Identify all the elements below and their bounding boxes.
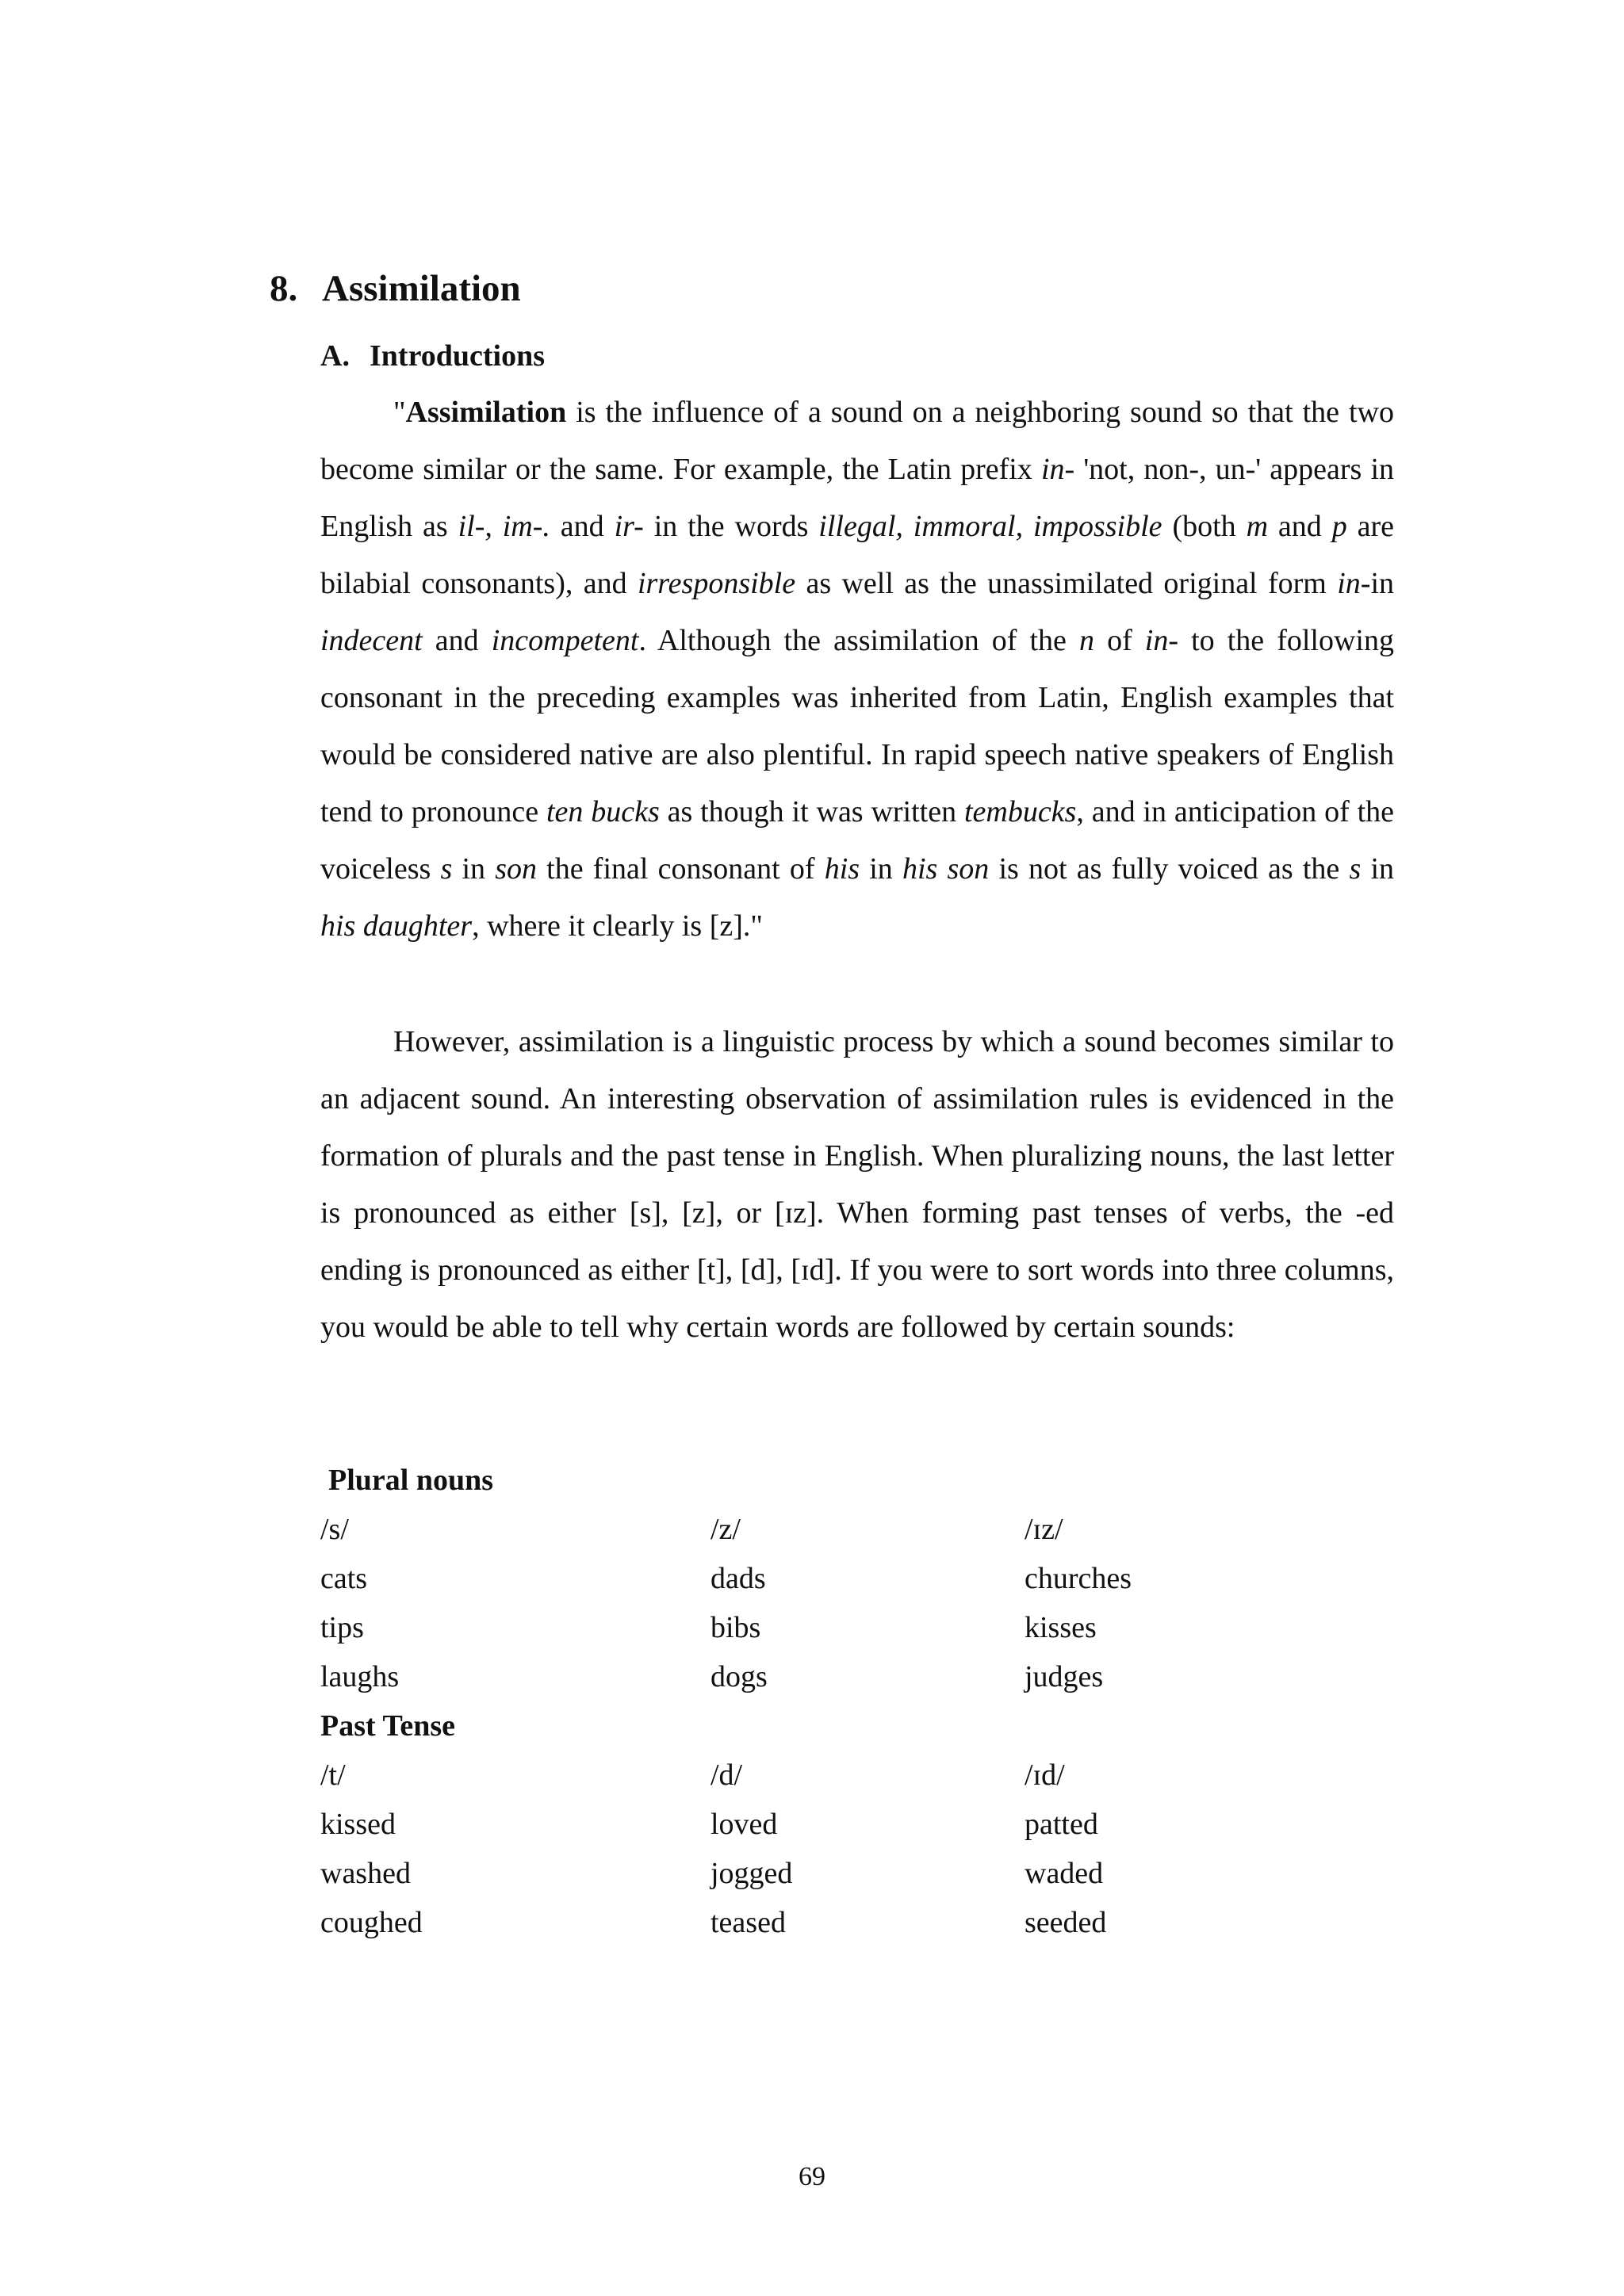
table-cell: kisses (1025, 1611, 1097, 1644)
table-header-cell: /ɪz/ (1025, 1513, 1063, 1546)
table-cell: coughed (320, 1906, 423, 1939)
table-row (320, 1603, 1394, 1652)
table-row (320, 1800, 1394, 1849)
table-cell: patted (1025, 1808, 1098, 1841)
table-cell: seeded (1025, 1906, 1107, 1939)
table-row (320, 1898, 1394, 1947)
table-header-cell: /t/ (320, 1758, 346, 1792)
past-tense-title: Past Tense (320, 1709, 455, 1743)
table-cell: tips (320, 1611, 364, 1644)
table-cell: dads (710, 1562, 766, 1595)
subsection-heading (320, 336, 545, 376)
table-cell: teased (710, 1906, 786, 1939)
plural-nouns-title: Plural nouns (328, 1464, 494, 1497)
table-cell: dogs (710, 1660, 768, 1693)
table-header-cell: /z/ (710, 1513, 741, 1546)
paragraph-explanation: However, assimilation is a linguistic process by which a sound becomes similar to an adjacent sound. An interesting observation of assimilation rules is evidenced in the formation of plurals and the past tense in English. When pluralizing nouns, the last letter is pronounced as either [s], [z], or [ɪz]. When forming past tenses of verbs, the -ed ending is pronounced as either [t], [d], [ɪd]. If you were to sort words into three columns, you would be able to tell why certain words are followed by certain sounds: (320, 1025, 1394, 1344)
table-cell: loved (710, 1808, 778, 1841)
examples-table (320, 1456, 1394, 1947)
table-row (320, 1652, 1394, 1701)
subsection-title: Introductions (370, 339, 546, 373)
subsection-letter: A. (320, 339, 350, 373)
paragraph-definition: "Assimilation is the influence of a sound on a neighboring sound so that the two become similar or the same. For example, the Latin prefix in- 'not, non-, un-' appears in English as il-, im-. and ir- in the words illegal, immoral, impossible (both m and p are bilabial consonants), and irresponsible as well as the unassimilated original form in-in indecent and incompetent. Although the assimilation of the n of in- to the following consonant in the preceding examples was inherited from Latin, English examples that would be considered native are also plentiful. In rapid speech native speakers of English tend to pronounce ten bucks as though it was written tembucks, and in anticipation of the voiceless s in son the final consonant of his in his son is not as fully voiced as the s in his daughter, where it clearly is [z]." (320, 396, 1395, 943)
section-title: Assimilation (322, 268, 521, 309)
table-header-row (320, 1751, 1394, 1800)
table-cell: jogged (710, 1857, 793, 1890)
table-cell: bibs (710, 1611, 761, 1644)
table-header-row (320, 1505, 1394, 1554)
term-assimilation: Assimilation (405, 396, 567, 429)
section-heading (270, 265, 521, 312)
table-cell: cats (320, 1562, 368, 1595)
table-cell: laughs (320, 1660, 400, 1693)
table-cell: kissed (320, 1808, 396, 1841)
section-number: 8. (270, 268, 298, 309)
table-cell: washed (320, 1857, 411, 1890)
table-header-cell: /ɪd/ (1025, 1758, 1065, 1792)
table-row (320, 1849, 1394, 1898)
table-row (320, 1554, 1394, 1603)
table-cell: waded (1025, 1857, 1104, 1890)
table-header-cell: /s/ (320, 1513, 349, 1546)
table-cell: churches (1025, 1562, 1132, 1595)
page-number: 69 (799, 2162, 825, 2191)
table-header-cell: /d/ (710, 1758, 743, 1792)
table-cell: judges (1025, 1660, 1104, 1693)
